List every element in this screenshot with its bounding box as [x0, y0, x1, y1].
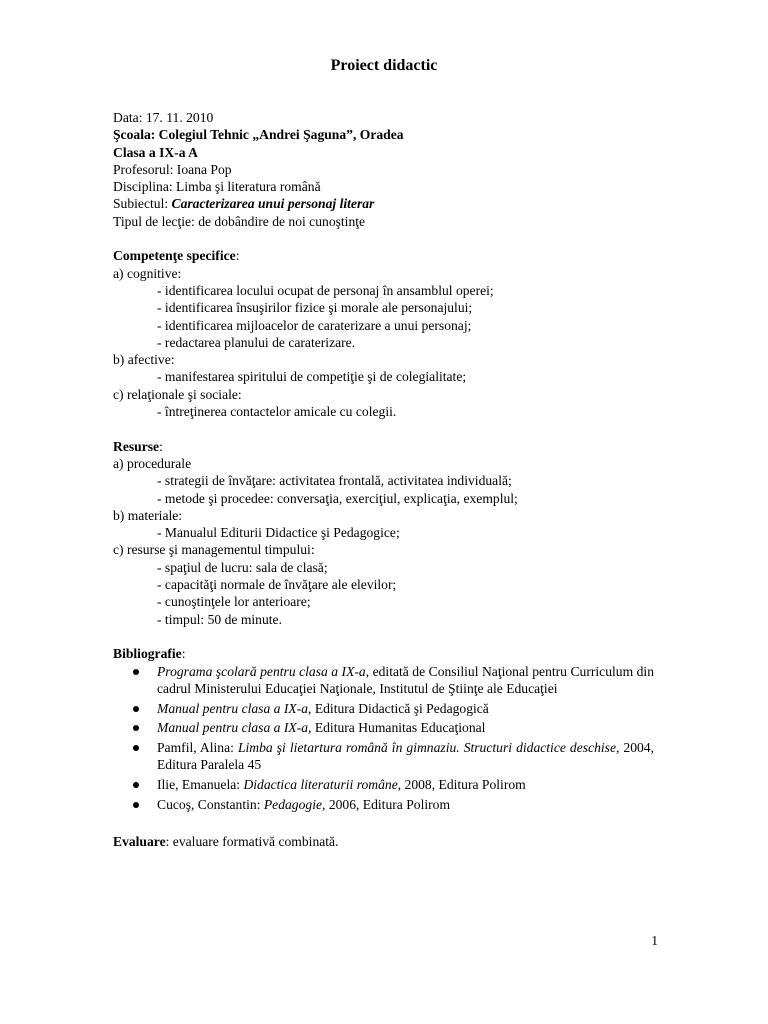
bullet-icon [133, 725, 139, 731]
competence-item: - întreţinerea contactelor amicale cu colegii. [157, 404, 397, 420]
discipline-line: Disciplina: Limba şi literatura română [113, 179, 321, 195]
bibliography-entry: Cucoş, Constantin: Pedagogie, 2006, Editura Polirom [113, 796, 654, 813]
competence-item: - identificarea însuşirilor fizice şi morale ale personajului; [157, 300, 473, 316]
bibliography-heading-line: Bibliografie: [113, 646, 186, 662]
resource-group-label: b) materiale: [113, 507, 183, 523]
subject-value: Caracterizarea unui personaj literar [171, 196, 375, 212]
resource-item: - timpul: 50 de minute. [157, 611, 282, 627]
resource-item: - metode şi procedee: conversaţia, exerciţiul, explicaţia, exemplul; [157, 490, 518, 506]
bullet-icon [133, 745, 139, 751]
competences-heading-line: Competenţe specifice: [113, 248, 240, 264]
resource-item: - spaţiul de lucru: sala de clasă; [157, 559, 328, 575]
school-line: Şcoala: Colegiul Tehnic „Andrei Şaguna”, Oradea [113, 127, 404, 143]
resource-item: - cunoştinţele lor anterioare; [157, 594, 311, 610]
class-line: Clasa a IX-a A [113, 144, 198, 160]
competences-section [113, 247, 654, 420]
competence-group-label: c) relaţionale şi sociale: [113, 386, 242, 402]
bibliography-entry: Ilie, Emanuela: Didactica literaturii române, 2008, Editura Polirom [113, 776, 654, 793]
competence-item: - identificarea mijloacelor de caraterizare a unui personaj; [157, 317, 472, 333]
evaluation-line [113, 833, 654, 850]
subject-line [113, 195, 654, 212]
resource-item: - capacităţi normale de învăţare ale elevilor; [157, 577, 397, 593]
bibliography-heading: Bibliografie [113, 646, 182, 662]
resource-item: - strategii de învăţare: activitatea frontală, activitatea individuală; [157, 473, 512, 489]
bullet-icon [133, 706, 139, 712]
resource-group-label: a) procedurale [113, 455, 192, 471]
resources-heading-line: Resurse: [113, 438, 163, 454]
evaluation-text: : evaluare formativă combinată. [165, 834, 339, 850]
resource-group-label: c) resurse şi managementul timpului: [113, 542, 315, 558]
competence-group-label: a) cognitive: [113, 265, 182, 281]
bullet-icon [133, 802, 139, 808]
document-body [113, 109, 654, 850]
subject-label: Subiectul: [113, 196, 172, 212]
competence-item: - identificarea locului ocupat de personaj în ansamblul operei; [157, 282, 494, 298]
bibliography-entry: Pamfil, Alina: Limba şi lietartura română în gimnaziu. Structuri didactice deschise, 2004, Editura Paralela 45 [113, 739, 654, 774]
evaluation-heading: Evaluare [113, 834, 166, 850]
bibliography-list [113, 663, 654, 814]
bibliography-entry: Manual pentru clasa a IX-a, Editura Humanitas Educaţional [113, 719, 654, 736]
resources-section [113, 438, 654, 628]
bibliography-entry: Manual pentru clasa a IX-a, Editura Didactică şi Pedagogică [113, 700, 654, 717]
bibliography-section [113, 645, 654, 813]
competence-group-label: b) afective: [113, 352, 175, 368]
resources-heading: Resurse [113, 438, 160, 454]
page-number: 1 [651, 933, 658, 948]
resource-item: - Manualul Editurii Didactice şi Pedagogice; [157, 525, 400, 541]
competences-heading: Competenţe specifice [113, 248, 236, 264]
lesson-type-line: Tipul de lecţie: de dobândire de noi cunoştinţe [113, 213, 366, 229]
bullet-icon [133, 669, 139, 675]
document-title: Proiect didactic [330, 57, 438, 74]
bibliography-entry: Programa şcolară pentru clasa a IX-a, editată de Consiliul Naţional pentru Curriculum din cadrul Ministerului Educaţiei Naţionale, Institutul de Ştiinţe ale Educaţiei [113, 663, 654, 698]
teacher-line: Profesorul: Ioana Pop [113, 161, 232, 177]
competence-item: - manifestarea spiritului de competiţie şi de colegialitate; [157, 369, 467, 385]
competence-item: - redactarea planului de caraterizare. [157, 334, 356, 350]
bullet-icon [133, 782, 139, 788]
date-line: Data: 17. 11. 2010 [113, 110, 214, 125]
header-info [113, 109, 654, 230]
evaluation-section [113, 833, 654, 850]
